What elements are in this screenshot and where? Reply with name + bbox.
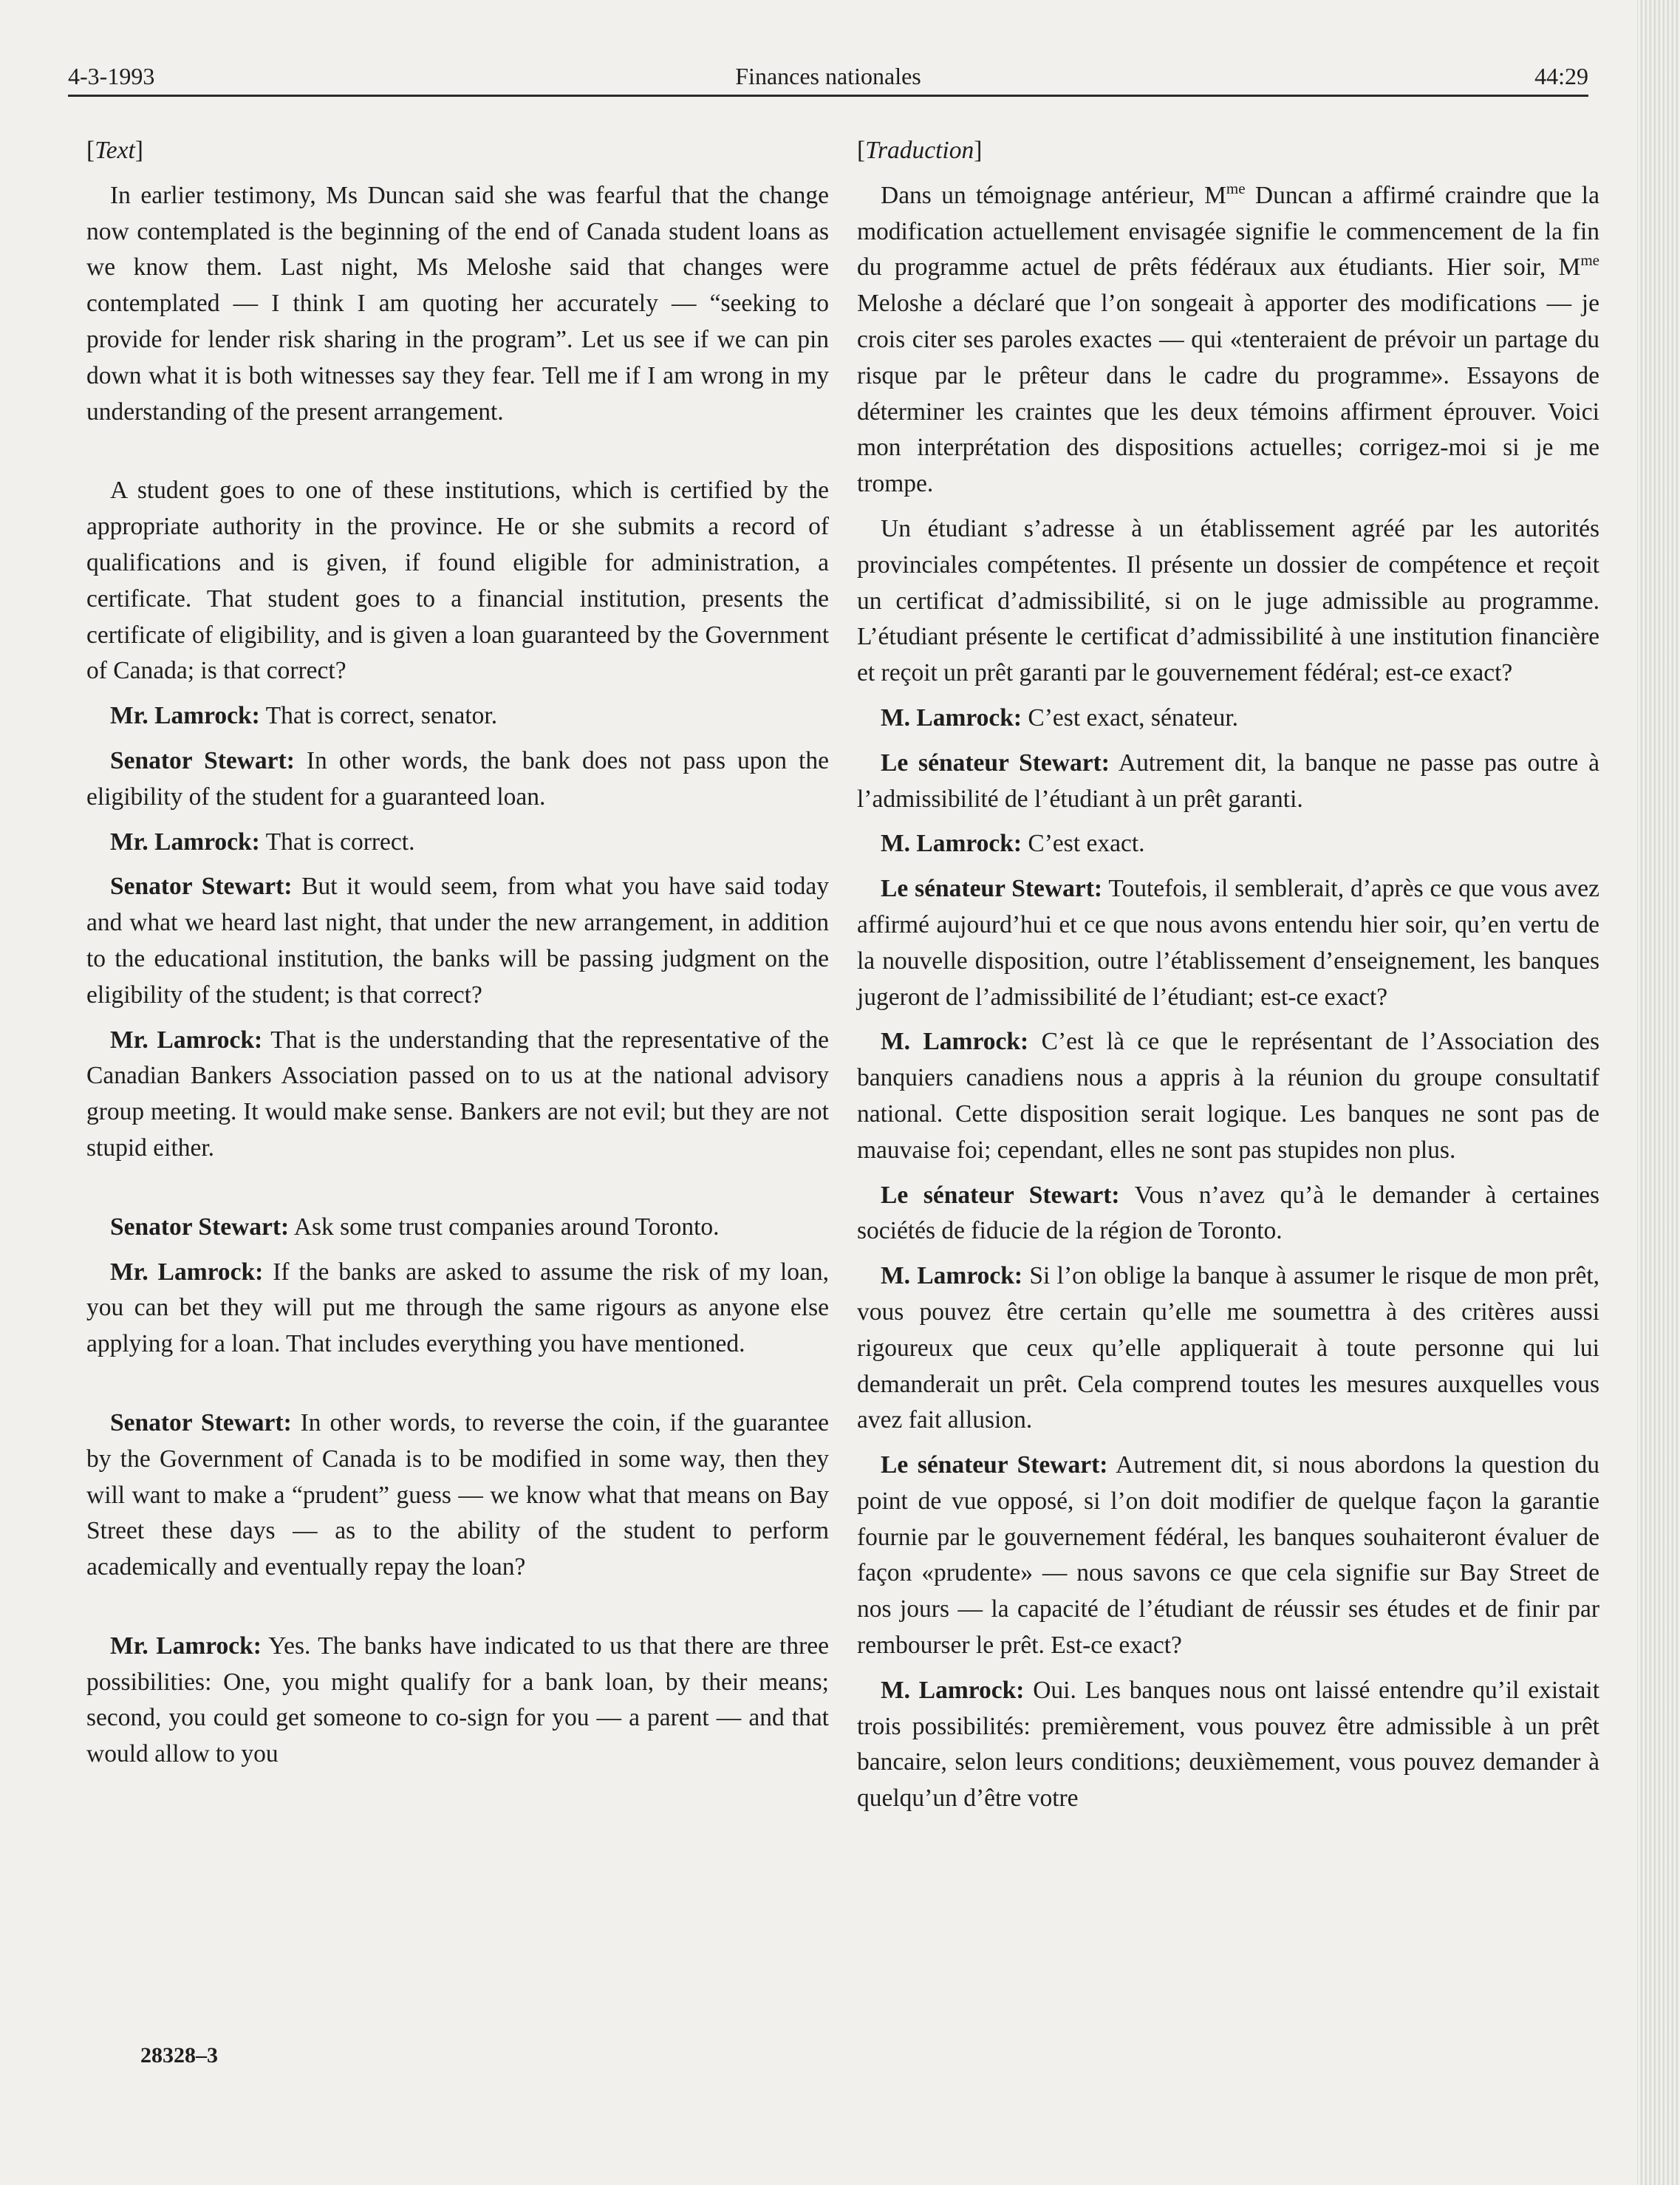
speaker-name: Mr. Lamrock:: [110, 1632, 262, 1660]
superscript: me: [1226, 179, 1246, 197]
speaker-name: M. Lamrock:: [881, 1262, 1023, 1290]
speaker-name: Senator Stewart:: [110, 1408, 292, 1436]
speaker-name: M. Lamrock:: [881, 1028, 1029, 1056]
speech: [857, 826, 1599, 862]
paragraph: In earlier testimony, Ms Duncan said she was fearful that the change now contemplated is the beginning of the end of Canada student loans as we know them. Last night, Ms Meloshe said that changes were contemplated — I think I am quoting her accurately — “seeking to provide for lender risk sharing in the program”. Let us see if we can pin down what it is both witnesses say they fear. Tell me if I am wrong in my understanding of the present arrangement.: [86, 181, 829, 426]
speech: [857, 1258, 1599, 1439]
speech-text: That is correct, senator.: [265, 702, 498, 730]
speech-text: Si l’on oblige la banque à assumer le risque de mon prêt, vous pouvez être certain qu’elle me soumettra à des critères aussi rigoureux que ceux qu’elle appliquerait à toute personne qui lui demanderait un prêt. Cela comprend toutes les mesures auxquelles vous avez fait allusion.: [857, 1262, 1599, 1434]
speaker-name: Mr. Lamrock:: [110, 828, 260, 856]
speech: [86, 869, 829, 1013]
speech-text: C’est exact.: [1028, 830, 1145, 858]
speech: [86, 698, 829, 734]
speaker-name: Le sénateur Stewart:: [881, 1181, 1120, 1209]
speech-text: Autrement dit, si nous abordons la question du point de vue opposé, si l’on doit modifier de quelque façon la garantie fournie par le gouvernement fédéral, les banques souhaiteront évaluer de façon «prudente» — nous savons ce que cela signifie sur Bay Street de nos jours — la capacité de l’étudiant de réussir ses études et de finir par rembourser le prêt. Est-ce exact?: [857, 1451, 1600, 1660]
page-edge: [1637, 0, 1680, 2185]
english-column: [86, 133, 829, 1782]
speech-text: Oui. Les banques nous ont laissé entendre qu’il existait trois possibilités: premièrement, vous pouvez être admissible à un prêt bancaire, selon leurs conditions; deuxièmement, vous pouvez demander à quelqu’un d’être votre: [857, 1676, 1600, 1813]
header-title: Finances nationales: [735, 63, 921, 89]
speaker-name: M. Lamrock:: [881, 830, 1022, 858]
header-date: 4-3-1993: [68, 63, 155, 89]
column-label: [Text]: [86, 137, 143, 164]
speech: [857, 871, 1599, 1015]
speech: [86, 1023, 829, 1167]
speech-text: C’est exact, sénateur.: [1028, 703, 1239, 732]
running-header: [68, 58, 1588, 97]
speaker-name: M. Lamrock:: [881, 1676, 1025, 1704]
paragraph-text: Meloshe a déclaré que l’on songeait à apporter des modifications — je crois citer ses paroles exactes — qui «tenteraient de prévoir un partage du risque par le prêteur dans le cadre du programme». Essayons de déterminer les craintes que les deux témoins affirment éprouver. Voici mon interprétation des dispositions actuelles; corrigez-moi si je me trompe.: [857, 290, 1599, 498]
column-label-text: Text: [95, 137, 135, 164]
header-page-number: 44:29: [1534, 63, 1588, 89]
print-code: 28328–3: [140, 2043, 218, 2068]
speaker-name: Senator Stewart:: [110, 746, 295, 774]
french-column: [857, 133, 1599, 1826]
paragraph-text: Dans un témoignage antérieur, M: [881, 181, 1226, 209]
speech-text: But it would seem, from what you have said today and what we heard last night, that under the new arrangement, in addition to the educational institution, the banks will be passing judgment on the eligibility of the student; is that correct?: [86, 873, 830, 1009]
speech-text: Toutefois, il semblerait, d’après ce que vous avez affirmé aujourd’hui et ce que nous avons entendu hier soir, qu’en vertu de la nouvelle disposition, outre l’établissement d’enseignement, les banques jugeront de l’admissibilité de l’étudiant; est-ce exact?: [857, 875, 1600, 1011]
speech: [857, 746, 1599, 818]
speech-text: Yes. The banks have indicated to us that there are three possibilities: One, you might qualify for a bank loan, by their means; second, you could get someone to co-sign for you — a parent — and that would allow to you: [86, 1632, 829, 1768]
speaker-name: Mr. Lamrock:: [110, 702, 260, 730]
speech-text: Vous n’avez qu’à le demander à certaines sociétés de fiducie de la région de Toronto.: [857, 1181, 1599, 1245]
speaker-name: Mr. Lamrock:: [110, 1258, 264, 1286]
speech-text: In other words, to reverse the coin, if the guarantee by the Government of Canada is to be modified in some way, then they will want to make a “prudent” guess — we know what that means on Bay Street these days — as to the ability of the student to perform academically and eventually repay the loan?: [86, 1408, 829, 1581]
speech-text: Autrement dit, la banque ne passe pas outre à l’admissibilité de l’étudiant à un prêt garanti.: [857, 749, 1600, 813]
speech: [86, 825, 829, 861]
speaker-name: Le sénateur Stewart:: [881, 1451, 1108, 1479]
speech-text: If the banks are asked to assume the risk of my loan, you can bet they will put me through the same rigours as anyone else applying for a loan. That includes everything you have mentioned.: [86, 1258, 829, 1358]
superscript: me: [1580, 251, 1599, 270]
speech: [857, 1673, 1599, 1817]
paragraph-text: Duncan a affirmé craindre que la modification actuellement envisagée signifie le commencement de la fin du programme actuel de prêts fédéraux aux étudiants. Hier soir, M: [857, 181, 1599, 282]
speaker-name: Senator Stewart:: [110, 1213, 290, 1241]
paragraph: Un étudiant s’adresse à un établissement agréé par les autorités provinciales compétentes. Il présente un dossier de compétence et reçoit un certificat d’admissibilité, si on le juge admissible au programme. L’étudiant présente le certificat d’admissibilité à une institution financière et reçoit un prêt garanti par le gouvernement fédéral; est-ce exact?: [857, 514, 1599, 687]
speech: [86, 1629, 829, 1773]
column-label-text: Traduction: [865, 137, 974, 164]
speech: [86, 1405, 829, 1586]
paragraph: [857, 178, 1599, 502]
speech-text: C’est là ce que le représentant de l’Association des banquiers canadiens nous a appris à la réunion du groupe consultatif national. Cette disposition serait logique. Les banques ne sont pas de mauvaise foi; cependant, elles ne sont pas stupides non plus.: [857, 1028, 1600, 1164]
speech: [857, 701, 1599, 737]
speaker-name: Mr. Lamrock:: [110, 1026, 263, 1054]
speech-text: In other words, the bank does not pass upon the eligibility of the student for a guaranteed loan.: [86, 746, 829, 811]
speech-text: That is correct.: [265, 828, 415, 856]
speech-text: That is the understanding that the representative of the Canadian Bankers Association passed on to us at the national advisory group meeting. It would make sense. Bankers are not evil; but they are not stupid either.: [86, 1026, 829, 1162]
speaker-name: Le sénateur Stewart:: [881, 875, 1103, 903]
speech: [86, 1210, 829, 1246]
speaker-name: Senator Stewart:: [110, 873, 293, 901]
speaker-name: Le sénateur Stewart:: [881, 749, 1110, 777]
speech: [857, 1024, 1599, 1168]
speech-text: Ask some trust companies around Toronto.: [293, 1213, 720, 1241]
column-label: [Traduction]: [857, 137, 983, 164]
speech: [857, 1178, 1599, 1250]
speech: [86, 743, 829, 816]
speech: [857, 1448, 1599, 1664]
speaker-name: M. Lamrock:: [881, 703, 1022, 732]
speech: [86, 1255, 829, 1363]
paragraph: A student goes to one of these institutions, which is certified by the appropriate authority in the province. He or she submits a record of qualifications and is given, if found eligible for administration, a certificate. That student goes to a financial institution, presents the certificate of eligibility, and is given a loan guaranteed by the Government of Canada; is that correct?: [86, 477, 829, 685]
